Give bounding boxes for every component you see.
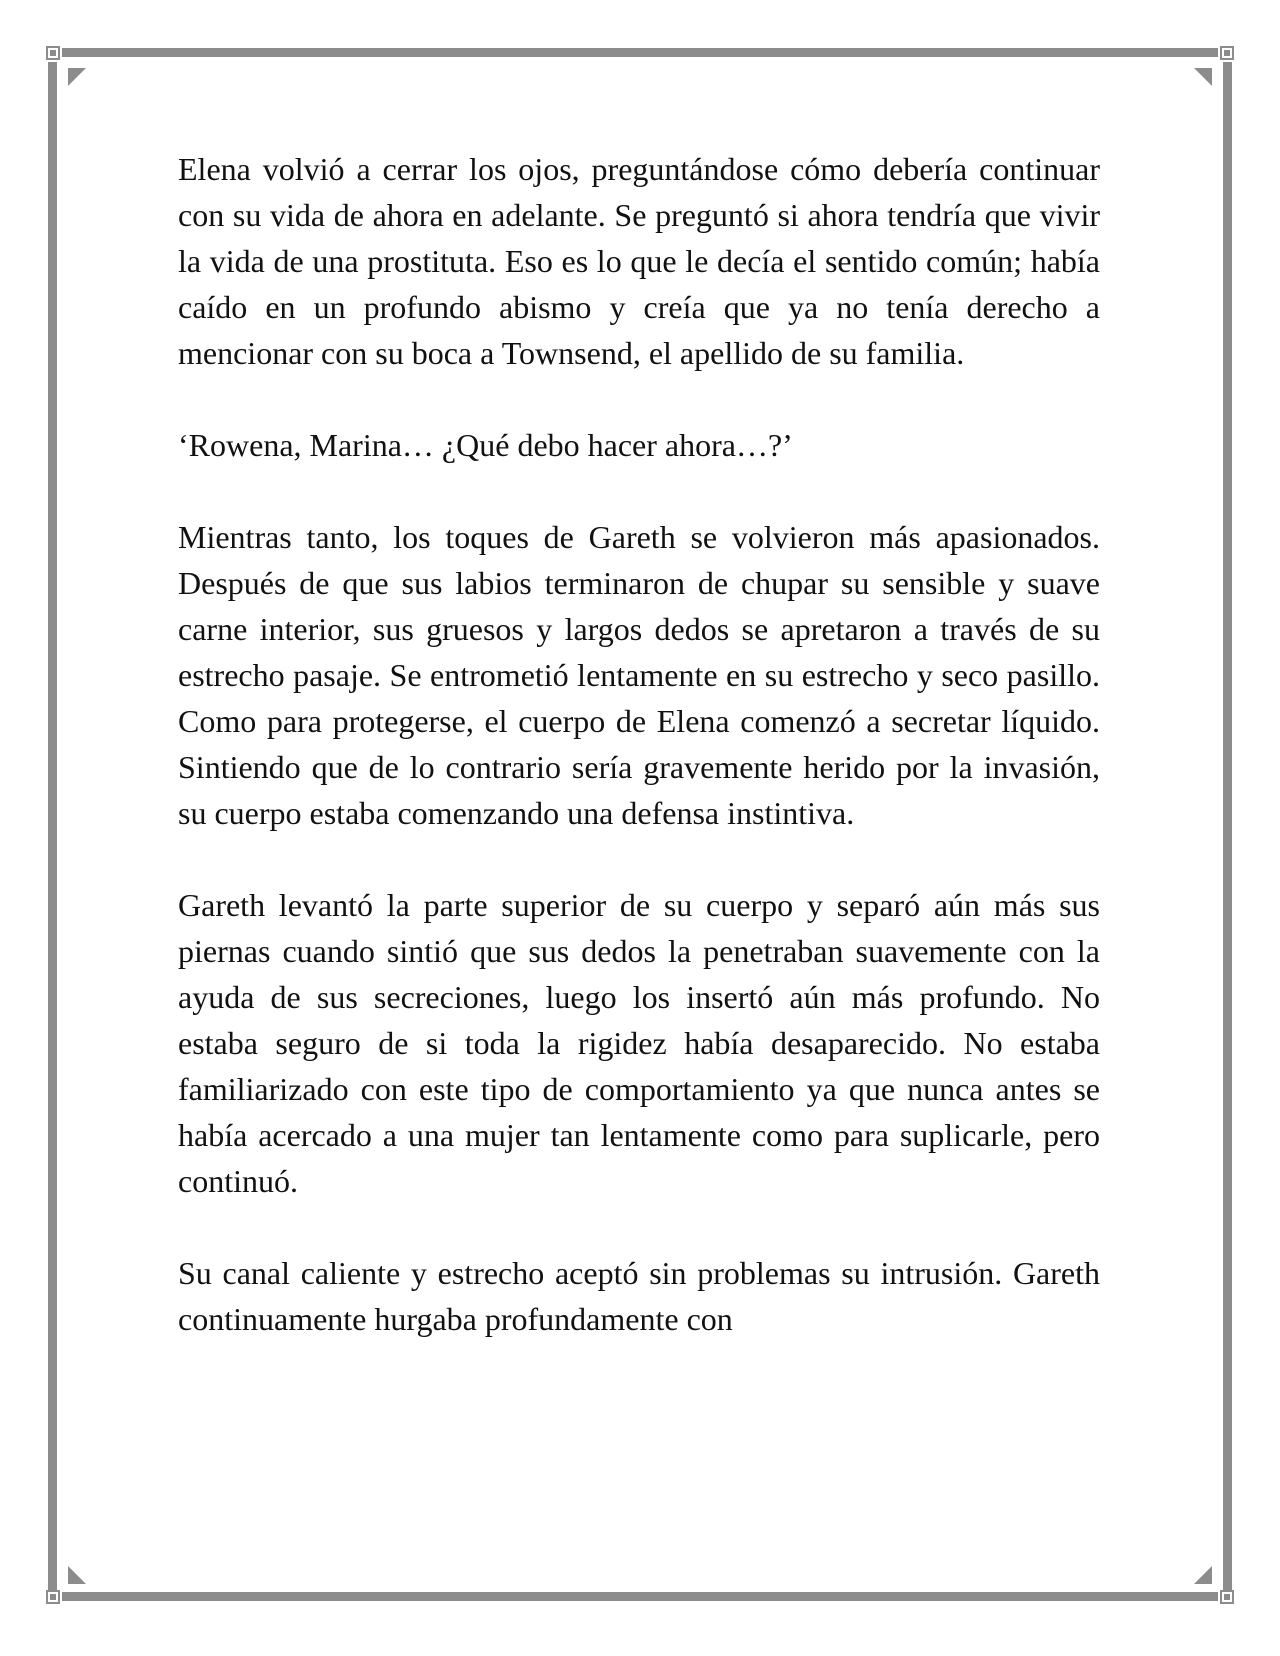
page-body-text xyxy=(178,146,1100,1388)
corner-triangle-bottom-left xyxy=(68,1566,86,1584)
corner-triangle-top-right xyxy=(1194,68,1212,86)
paragraph-3: Mientras tanto, los toques de Gareth se volvieron más apasionados. Después de que sus labios terminaron de chupar su sensible y suave carne interior, sus gruesos y largos dedos se apretaron a través de su estrecho pasaje. Se entrometió lentamente en su estrecho y seco pasillo. Como para protegerse, el cuerpo de Elena comenzó a secretar líquido. Sintiendo que de lo contrario sería gravemente herido por la invasión, su cuerpo estaba comenzando una defensa instintiva. xyxy=(178,519,1100,831)
paragraph-2-inner-thought: ‘Rowena, Marina… ¿Qué debo hacer ahora…?’ xyxy=(178,427,793,463)
frame-right-border xyxy=(1223,62,1232,1594)
paragraph-1: Elena volvió a cerrar los ojos, preguntándose cómo debería continuar con su vida de ahora en adelante. Se preguntó si ahora tendría que vivir la vida de una prostituta. Eso es lo que le decía el sentido común; había caído en un profundo abismo y creía que ya no tenía derecho a mencionar con su boca a Townsend, el apellido de su familia. xyxy=(178,151,1100,371)
corner-ornament-bottom-right xyxy=(1220,1590,1234,1604)
frame-left-border xyxy=(48,62,57,1594)
paragraph-4: Gareth levantó la parte superior de su cuerpo y separó aún más sus piernas cuando sintió que sus dedos la penetraban suavemente con la ayuda de sus secreciones, luego los insertó aún más profundo. No estaba seguro de si toda la rigidez había desaparecido. No estaba familiarizado con este tipo de comportamiento ya que nunca antes se había acercado a una mujer tan lentamente como para suplicarle, pero continuó. xyxy=(178,887,1100,1199)
corner-ornament-top-left xyxy=(46,46,60,60)
corner-ornament-bottom-left xyxy=(46,1590,60,1604)
frame-bottom-border xyxy=(62,1592,1218,1601)
corner-triangle-bottom-right xyxy=(1194,1566,1212,1584)
corner-triangle-top-left xyxy=(68,68,86,86)
frame-top-border xyxy=(62,48,1218,57)
corner-ornament-top-right xyxy=(1220,46,1234,60)
paragraph-5: Su canal caliente y estrecho aceptó sin problemas su intrusión. Gareth continuamente hurgaba profundamente con xyxy=(178,1255,1100,1337)
